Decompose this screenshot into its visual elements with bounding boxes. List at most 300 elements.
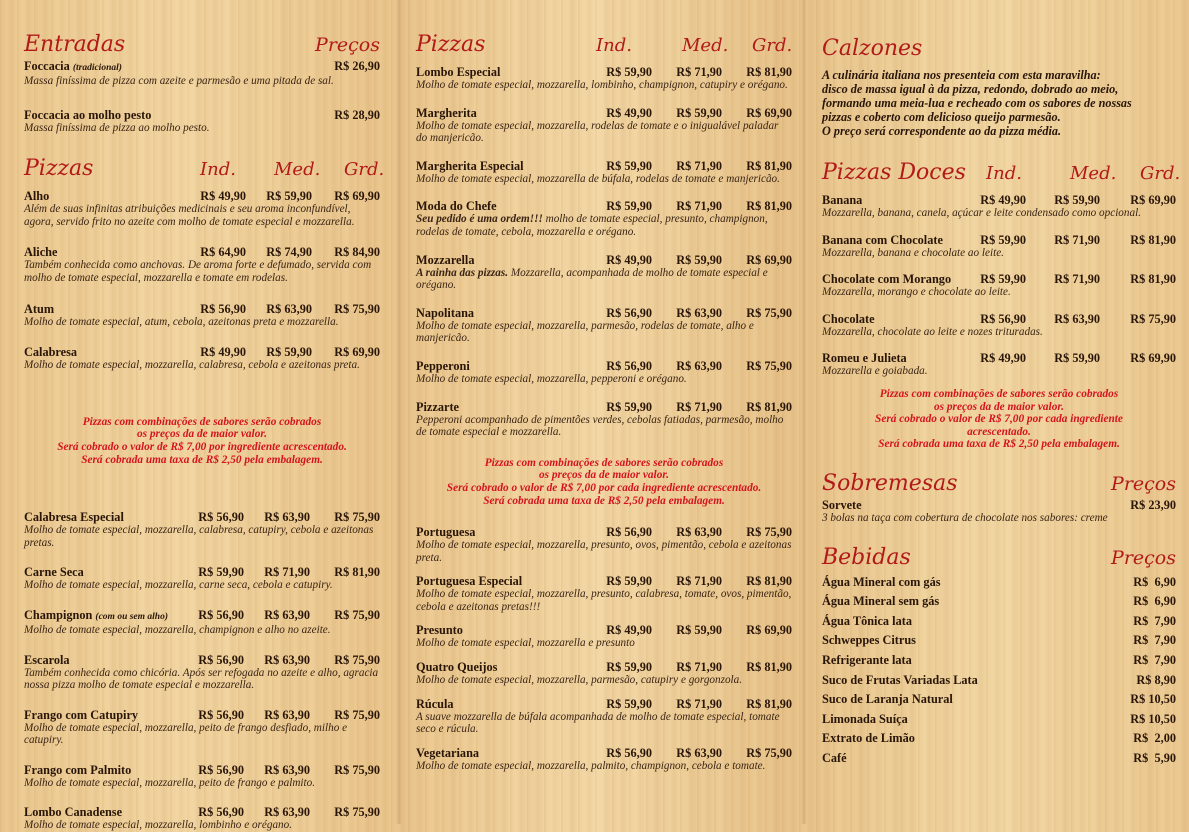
- menu-item-price: R$ 23,90: [1130, 497, 1176, 512]
- bebida-row: [822, 729, 1176, 749]
- pricing-note-line: Pizzas com combinações de sabores serão cobrados: [82, 415, 322, 428]
- bebida-name: Água Tônica lata: [822, 613, 912, 628]
- calzones-intro: [822, 68, 1176, 138]
- menu-item-price: R$ 63,90: [264, 652, 310, 667]
- menu-item-price: R$ 63,90: [264, 805, 310, 820]
- menu-item-description: [416, 414, 792, 439]
- menu-column-1: [24, 0, 385, 832]
- menu-item-price: R$ 71,90: [1054, 272, 1100, 287]
- menu-item-row: [24, 805, 380, 819]
- menu-item-name: [822, 272, 966, 286]
- menu-item-price: R$ 63,90: [676, 745, 722, 760]
- pricing-note-line: os preços da de maior valor.: [137, 428, 267, 441]
- menu-item-price: R$ 63,90: [264, 707, 310, 722]
- menu-item-row: [24, 345, 380, 359]
- entradas-list: [24, 59, 380, 134]
- menu-item-price: R$ 59,90: [606, 65, 652, 79]
- menu-item: [416, 253, 792, 292]
- menu-item-description-text: Molho de tomate especial, mozzarella, presunto, calabresa, tomate, ovos, pimentão, cebola e azeitonas pretas!!!: [416, 588, 792, 613]
- menu-item-name-text: Margherita Especial: [416, 158, 524, 173]
- menu-item-description: [416, 320, 792, 345]
- sobremesas-title: Sobremesas: [822, 470, 958, 496]
- menu-item-name-text: Banana com Chocolate: [822, 232, 943, 247]
- menu-item: [822, 351, 1176, 378]
- menu-item-description: [416, 213, 792, 238]
- pizza-list-col2-a: [416, 65, 792, 439]
- menu-item-row: [24, 189, 380, 203]
- menu-item-lead: A rainha das pizzas.: [416, 266, 509, 279]
- sobremesas-price-header: Preços: [1111, 472, 1176, 495]
- menu-item-description-text: Molho de tomate especial, atum, cebola, azeitonas preta e mozzarella.: [24, 315, 339, 328]
- calzones-intro-line: pizzas e coberto com delicioso queijo parmesão.: [822, 110, 1061, 124]
- bebida-name: Refrigerante lata: [822, 652, 912, 667]
- menu-item-name: [416, 199, 590, 213]
- menu-item-price: R$ 59,90: [606, 696, 652, 711]
- bebidas-title: Bebidas: [822, 544, 911, 570]
- menu-item-name-text: Chocolate com Morango: [822, 272, 952, 287]
- bebida-row: [822, 631, 1176, 651]
- menu-item-description: [24, 667, 380, 692]
- bebida-row: [822, 573, 1176, 593]
- menu-item: [24, 245, 380, 284]
- menu-item-price: R$ 59,90: [980, 272, 1026, 287]
- menu-item-price: R$ 59,90: [198, 565, 244, 580]
- menu-item-name: [24, 763, 182, 777]
- menu-item-price: R$ 49,90: [606, 623, 652, 638]
- pizza-list-col1-b: [24, 510, 380, 832]
- entradas-header: [24, 32, 380, 58]
- menu-item-name-text: Vegetariana: [416, 745, 480, 760]
- menu-item-price: R$ 59,90: [676, 252, 722, 267]
- menu-item-description-text: Molho de tomate especial, mozzarella, palmito, champignon, cebola e tomate.: [416, 759, 766, 772]
- menu-item-price: R$ 75,90: [334, 707, 380, 722]
- menu-item-description: [822, 286, 1176, 299]
- bebida-price: R$ 8,90: [1136, 672, 1176, 687]
- menu-item-description-text: Molho de tomate especial, mozzarella, presunto, ovos, pimentão, cebola e azeitonas preta.: [416, 539, 792, 564]
- menu-item-description: [416, 588, 792, 613]
- menu-item-description: 3 bolas na taça com cobertura de chocolate nos sabores: creme: [822, 511, 1108, 524]
- menu-item-row: [24, 565, 380, 579]
- menu-item-name: [24, 653, 182, 667]
- bebida-price: R$ 7,90: [1133, 613, 1176, 628]
- menu-item-name: [416, 359, 590, 373]
- pricing-note-line: acrescentado.: [967, 425, 1031, 438]
- menu-item: [416, 697, 792, 736]
- menu-item-price: R$ 56,90: [980, 311, 1026, 326]
- menu-item-price: R$ 81,90: [746, 65, 792, 79]
- bebida-price: R$ 6,90: [1133, 574, 1176, 589]
- menu-item-description-text: Pepperoni acompanhado de pimentões verdes, cebolas fatiadas, parmesão, molho de tomate especial e mozzarella.: [416, 413, 784, 439]
- menu-item-description-text: Molho de tomate especial, mozzarella de búfala, rodelas de tomate e manjericão.: [416, 172, 780, 185]
- menu-item-row: [822, 351, 1176, 365]
- menu-item: [24, 805, 380, 832]
- menu-item-name: [416, 253, 590, 267]
- menu-item-row: [822, 233, 1176, 247]
- bebida-name: Café: [822, 750, 847, 765]
- menu-item-description-text: Mozzarella, banana, canela, açúcar e leite condensado como opcional.: [822, 207, 1141, 219]
- menu-item-name: [822, 233, 966, 247]
- menu-item-name-text: Escarola: [24, 652, 70, 667]
- menu-item-name-text: Mozzarella: [416, 252, 475, 267]
- menu-item-description: [416, 173, 792, 186]
- bebida-price: R$ 2,00: [1133, 731, 1176, 746]
- menu-item-name: [24, 302, 176, 316]
- menu-item-price: R$ 75,90: [746, 305, 792, 320]
- menu-item-description-text: Molho de tomate especial, mozzarella, calabresa, catupiry, cebola e azeitonas pretas.: [24, 524, 374, 549]
- fold-line-right: [801, 0, 807, 824]
- menu-item-description: [416, 373, 792, 386]
- bebida-row: [822, 592, 1176, 612]
- menu-item-name-text: Romeu e Julieta: [822, 351, 907, 366]
- menu-item-description-text: A suave mozzarella de búfala acompanhada de molho de tomate especial, tomate seco e rúcula.: [416, 710, 780, 736]
- menu-item: [416, 746, 792, 773]
- sobremesas-header: [822, 471, 1176, 497]
- menu-item-price: R$ 75,90: [1130, 311, 1176, 326]
- menu-item-price: R$ 75,90: [334, 301, 380, 316]
- menu-item-description: [416, 760, 792, 773]
- menu-item-name-text: Foccacia: [24, 59, 70, 73]
- bebida-row: [822, 651, 1176, 671]
- size-label-med-col2: Med.: [682, 35, 729, 56]
- menu-column-3: [822, 0, 1181, 824]
- menu-item-name: [416, 574, 590, 588]
- menu-item-price: R$ 49,90: [200, 189, 246, 204]
- menu-item-price: R$ 64,90: [200, 245, 246, 260]
- bebida-row: [822, 710, 1176, 730]
- menu-item-lead: Seu pedido é uma ordem!!!: [416, 213, 543, 226]
- bebida-name: Água Mineral com gás: [822, 574, 941, 589]
- menu-item-row: [416, 623, 792, 637]
- menu-item: [24, 302, 380, 329]
- menu-item-row: [822, 498, 1176, 512]
- pricing-note-col2: [416, 457, 792, 507]
- menu-item-name-text: Frango com Palmito: [24, 762, 132, 777]
- menu-item: [24, 510, 380, 549]
- menu-item: [24, 608, 380, 637]
- bebida-name: Suco de Frutas Variadas Lata: [822, 672, 978, 687]
- menu-item-price: R$ 75,90: [334, 607, 380, 622]
- menu-item-name-text: Lombo Canadense: [24, 805, 123, 820]
- menu-item-row: [416, 253, 792, 267]
- size-label-ind-doces: Ind.: [986, 163, 1022, 184]
- menu-item-price: R$ 56,90: [198, 707, 244, 722]
- menu-item-row: [24, 510, 380, 524]
- menu-item-name: [24, 108, 334, 122]
- menu-item-price: R$ 59,90: [606, 574, 652, 589]
- menu-item-name: [416, 306, 590, 320]
- menu-item: [822, 193, 1176, 220]
- menu-item-name-text: Rúcula: [416, 696, 454, 711]
- menu-item-price: R$ 75,90: [334, 510, 380, 525]
- menu-item: [822, 272, 1176, 299]
- menu-item-description-text: Molho de tomate especial, mozzarella, lombinho e orégano.: [24, 819, 293, 832]
- menu-item-price: R$ 63,90: [676, 305, 722, 320]
- entradas-price-header: Preços: [315, 34, 380, 56]
- menu-item-row: [822, 193, 1176, 207]
- menu-item-description: [416, 120, 792, 145]
- menu-item-price: R$ 81,90: [746, 199, 792, 214]
- menu-item-price: R$ 71,90: [1054, 232, 1100, 247]
- menu-item-price: R$ 49,90: [606, 105, 652, 120]
- menu-item-row: [822, 272, 1176, 286]
- menu-item-name-text: Banana: [822, 193, 863, 207]
- menu-item-name-text: Aliche: [24, 245, 58, 260]
- menu-item-description-text: Molho de tomate especial, mozzarella, parmesão, catupiry e gorgonzola.: [416, 674, 743, 687]
- menu-item-row: [416, 159, 792, 173]
- menu-item-row: [416, 574, 792, 588]
- menu-item-description: [416, 711, 792, 736]
- bebida-price: R$ 7,90: [1133, 652, 1176, 667]
- menu-item-description: [24, 624, 380, 637]
- pizzas-title-col2: Pizzas: [416, 32, 486, 57]
- menu-item: [822, 498, 1176, 525]
- pricing-note-col3: [822, 388, 1176, 451]
- menu-item: [416, 359, 792, 386]
- menu-item-price: R$ 81,90: [1130, 272, 1176, 287]
- menu-item: [416, 660, 792, 687]
- menu-item-name: [416, 660, 590, 674]
- menu-item-description: Massa finíssima de pizza com azeite e parmesão e uma pitada de sal.: [24, 75, 334, 87]
- size-label-med-doces: Med.: [1070, 163, 1117, 184]
- menu-item-price: R$ 71,90: [676, 199, 722, 214]
- menu-item: [24, 763, 380, 790]
- menu-item-price: R$ 59,90: [1054, 193, 1100, 207]
- bebida-name: Água Mineral sem gás: [822, 594, 940, 609]
- menu-item-name-text: Calabresa: [24, 345, 78, 360]
- menu-item-row: [822, 312, 1176, 326]
- menu-item: [416, 623, 792, 650]
- menu-item-price: R$ 56,90: [198, 762, 244, 777]
- menu-item-price: R$ 63,90: [676, 358, 722, 373]
- menu-item-description: [24, 524, 380, 549]
- menu-item-price: R$ 69,90: [746, 105, 792, 120]
- menu-item-price: R$ 71,90: [676, 399, 722, 414]
- menu-item-price: R$ 56,90: [606, 358, 652, 373]
- menu-item-price: R$ 71,90: [676, 660, 722, 675]
- pizzas-header-col2: [416, 32, 792, 59]
- menu-item-description-text: Mozzarella, chocolate ao leite e nozes trituradas.: [822, 325, 1043, 338]
- menu-item-name-text: Foccacia ao molho pesto: [24, 107, 152, 122]
- pricing-note-line: Pizzas com combinações de sabores serão cobrados: [484, 456, 724, 469]
- menu-item-name: [24, 245, 176, 259]
- menu-item: [416, 400, 792, 439]
- menu-item-name-text: Presunto: [416, 623, 463, 638]
- bebidas-header: [822, 545, 1176, 571]
- pricing-note-line: Será cobrado o valor de R$ 7,00 por ingrediente acrescentado.: [57, 440, 347, 453]
- menu-item: [24, 189, 380, 228]
- menu-item-row: [416, 359, 792, 373]
- menu-item-name: [416, 623, 590, 637]
- menu-item-name-text: Moda do Chefe: [416, 199, 497, 214]
- menu-item-name: [24, 59, 334, 75]
- menu-item-price: R$ 71,90: [676, 65, 722, 79]
- menu-item-price: R$ 75,90: [746, 358, 792, 373]
- menu-item-description-text: Molho de tomate especial, mozzarella, lombinho, champignon, catupiry e orégano.: [416, 79, 788, 91]
- menu-item-description: [24, 777, 380, 790]
- menu-item-description: [416, 637, 792, 650]
- bebida-price: R$ 5,90: [1133, 750, 1176, 765]
- size-label-grd-col2: Grd.: [752, 35, 793, 56]
- menu-item: [416, 306, 792, 345]
- menu-item-price: R$ 74,90: [266, 245, 312, 260]
- menu-item-name-text: Champignon: [24, 607, 93, 622]
- menu-item-price: R$ 59,90: [606, 399, 652, 414]
- menu-item-tag: (com ou sem alho): [95, 611, 168, 622]
- menu-item-price: R$ 56,90: [606, 305, 652, 320]
- menu-item-price: R$ 71,90: [264, 565, 310, 580]
- menu-item-name: [822, 498, 1130, 512]
- menu-item-row: [24, 708, 380, 722]
- menu-item-name: [416, 159, 590, 173]
- menu-item-row: [416, 746, 792, 760]
- menu-item-name: [416, 697, 590, 711]
- menu-item-name-text: Alho: [24, 189, 50, 204]
- menu-item-tag: (tradicional): [72, 63, 122, 73]
- menu-item-price: R$ 69,90: [334, 345, 380, 360]
- menu-item-price: R$ 69,90: [334, 189, 380, 204]
- menu-item-name-text: Frango com Catupiry: [24, 707, 139, 722]
- menu-item: [24, 108, 380, 135]
- menu-item-name-text: Sorvete: [822, 497, 862, 512]
- menu-item-row: [24, 608, 380, 624]
- menu-item-description-text: Molho de tomate especial, mozzarella, peito de frango desfiado, milho e catupiry.: [24, 721, 348, 747]
- bebida-name: Suco de Laranja Natural: [822, 692, 953, 707]
- menu-item-price: R$ 69,90: [746, 623, 792, 638]
- menu-item-name: [416, 106, 590, 120]
- menu-item-price: R$ 69,90: [1130, 351, 1176, 366]
- menu-item-price: R$ 75,90: [334, 805, 380, 820]
- pizzas-title: Pizzas: [24, 156, 94, 182]
- menu-item-name-text: Chocolate: [822, 311, 875, 326]
- bebida-price: R$ 7,90: [1133, 633, 1176, 648]
- menu-item-description-text: Molho de tomate especial, mozzarella, champignon e alho no azeite.: [24, 623, 331, 636]
- menu-item-name: [24, 708, 182, 722]
- menu-item-description: [24, 259, 380, 284]
- menu-item-description-text: Molho de tomate especial, mozzarella, rodelas de tomate e o inigualável paladar do manjericão.: [416, 119, 779, 145]
- menu-item-price: R$ 56,90: [198, 805, 244, 820]
- menu-item-name: [24, 608, 182, 624]
- menu-item-price: R$ 81,90: [334, 565, 380, 580]
- pricing-note-line: Será cobrada uma taxa de R$ 2,50 pela embalagem.: [81, 453, 323, 466]
- menu-item-description-text: Também conhecida como anchovas. De aroma forte e defumado, servida com molho de tomate especial, mozzarella e tomate em rodelas.: [24, 259, 372, 284]
- menu-item-price: R$ 49,90: [606, 252, 652, 267]
- menu-item-price: R$ 59,90: [606, 660, 652, 675]
- menu-item-description-text: Também conhecida como chicória. Após ser refogada no azeite e alho, agracia nossa pizza molho de tomate especial e mozzarella.: [24, 666, 379, 692]
- menu-item-price: R$ 56,90: [198, 607, 244, 622]
- menu-item-price: R$ 75,90: [334, 762, 380, 777]
- menu-item-description: [822, 326, 1176, 339]
- menu-item-description-text: Molho de tomate especial, mozzarella, calabresa, cebola e azeitonas preta.: [24, 359, 360, 372]
- menu-item-name: [822, 193, 966, 207]
- menu-column-2: [416, 0, 792, 824]
- menu-item-row: [416, 65, 792, 79]
- menu-item-price: R$ 81,90: [1130, 232, 1176, 247]
- menu-item-name-text: Portuguesa: [416, 525, 476, 540]
- menu-item-name: [416, 65, 590, 79]
- menu-item-description: [24, 579, 380, 592]
- menu-item-row: [24, 763, 380, 777]
- pricing-note-line: Pizzas com combinações de sabores serão cobrados: [879, 387, 1119, 400]
- menu-item-row: [416, 660, 792, 674]
- menu-item-price: R$ 63,90: [264, 510, 310, 525]
- calzones-header: [822, 36, 1176, 62]
- pizzas-header-col1: [24, 156, 385, 183]
- pizza-list-col2-b: [416, 525, 792, 772]
- bebida-price: R$ 6,90: [1133, 594, 1176, 609]
- menu-item-price: R$ 28,90: [334, 107, 380, 122]
- menu-item-name-text: Napolitana: [416, 305, 475, 320]
- menu-item-price: R$ 71,90: [676, 158, 722, 173]
- menu-item: [416, 159, 792, 186]
- menu-item-description: [24, 316, 380, 329]
- menu-item-price: R$ 63,90: [676, 525, 722, 540]
- bebida-row: [822, 671, 1176, 691]
- menu-item-description: [416, 539, 792, 564]
- menu-item-price: R$ 75,90: [746, 745, 792, 760]
- pricing-note-line: Será cobrado o valor de R$ 7,00 por cada ingrediente acrescentado.: [446, 481, 762, 494]
- menu-item: [416, 106, 792, 145]
- menu-item-name: [416, 525, 590, 539]
- pizza-list-col1-a: [24, 189, 380, 372]
- menu-item: [416, 574, 792, 613]
- menu-item-description: [24, 203, 380, 228]
- bebida-name: Extrato de Limão: [822, 731, 915, 746]
- menu-item-name: [24, 510, 182, 524]
- menu-item: [24, 565, 380, 592]
- menu-item-price: R$ 81,90: [746, 696, 792, 711]
- menu-item-price: R$ 81,90: [746, 660, 792, 675]
- menu-item: [416, 199, 792, 238]
- menu-item-row: [416, 199, 792, 213]
- menu-item-description: [822, 207, 1176, 220]
- menu-item-price: R$ 69,90: [746, 252, 792, 267]
- menu-item-price: R$ 63,90: [264, 762, 310, 777]
- bebida-row: [822, 749, 1176, 769]
- sobremesas-list: [822, 498, 1176, 525]
- menu-item-name-text: Lombo Especial: [416, 65, 501, 79]
- pizzas-doces-header: [822, 160, 1181, 187]
- size-label-grd: Grd.: [344, 159, 385, 181]
- menu-item-price: R$ 56,90: [198, 652, 244, 667]
- menu-item-name-text: Margherita: [416, 105, 477, 120]
- menu-item-description-text: Mozzarella, acompanhada de molho de tomate especial e orégano.: [416, 266, 768, 292]
- entradas-title: Entradas: [24, 32, 126, 57]
- menu-item-price: R$ 59,90: [266, 189, 312, 204]
- menu-item-price: R$ 49,90: [980, 193, 1026, 207]
- menu-item-price: R$ 75,90: [746, 525, 792, 540]
- menu-item-description-text: Mozzarella, banana e chocolate ao leite.: [822, 246, 1004, 259]
- menu-item-row: [24, 108, 380, 122]
- menu-item: [24, 653, 380, 692]
- menu-item-price: R$ 26,90: [334, 59, 380, 73]
- menu-item-price: R$ 56,90: [606, 745, 652, 760]
- menu-item-description-text: Mozzarella, morango e chocolate ao leite.: [822, 286, 1011, 299]
- menu-item-description-text: Molho de tomate especial, mozzarella e presunto: [416, 637, 635, 650]
- menu-item-price: R$ 59,90: [1054, 351, 1100, 366]
- menu-item-price: R$ 63,90: [266, 301, 312, 316]
- bebida-price: R$ 10,50: [1130, 711, 1176, 726]
- menu-item-description-text: Molho de tomate especial, mozzarella, parmesão, rodelas de tomate, alho e manjericão.: [416, 319, 754, 345]
- menu-item-price: R$ 75,90: [334, 652, 380, 667]
- bebida-row: [822, 690, 1176, 710]
- menu-item-price: R$ 81,90: [746, 399, 792, 414]
- menu-item-price: R$ 84,90: [334, 245, 380, 260]
- pricing-note-col1: [24, 416, 380, 466]
- size-label-grd-doces: Grd.: [1140, 163, 1181, 184]
- menu-item-name-text: Calabresa Especial: [24, 510, 124, 525]
- menu-item-price: R$ 56,90: [606, 525, 652, 540]
- pricing-note-line: Será cobrada uma taxa de R$ 2,50 pela embalagem.: [878, 438, 1120, 451]
